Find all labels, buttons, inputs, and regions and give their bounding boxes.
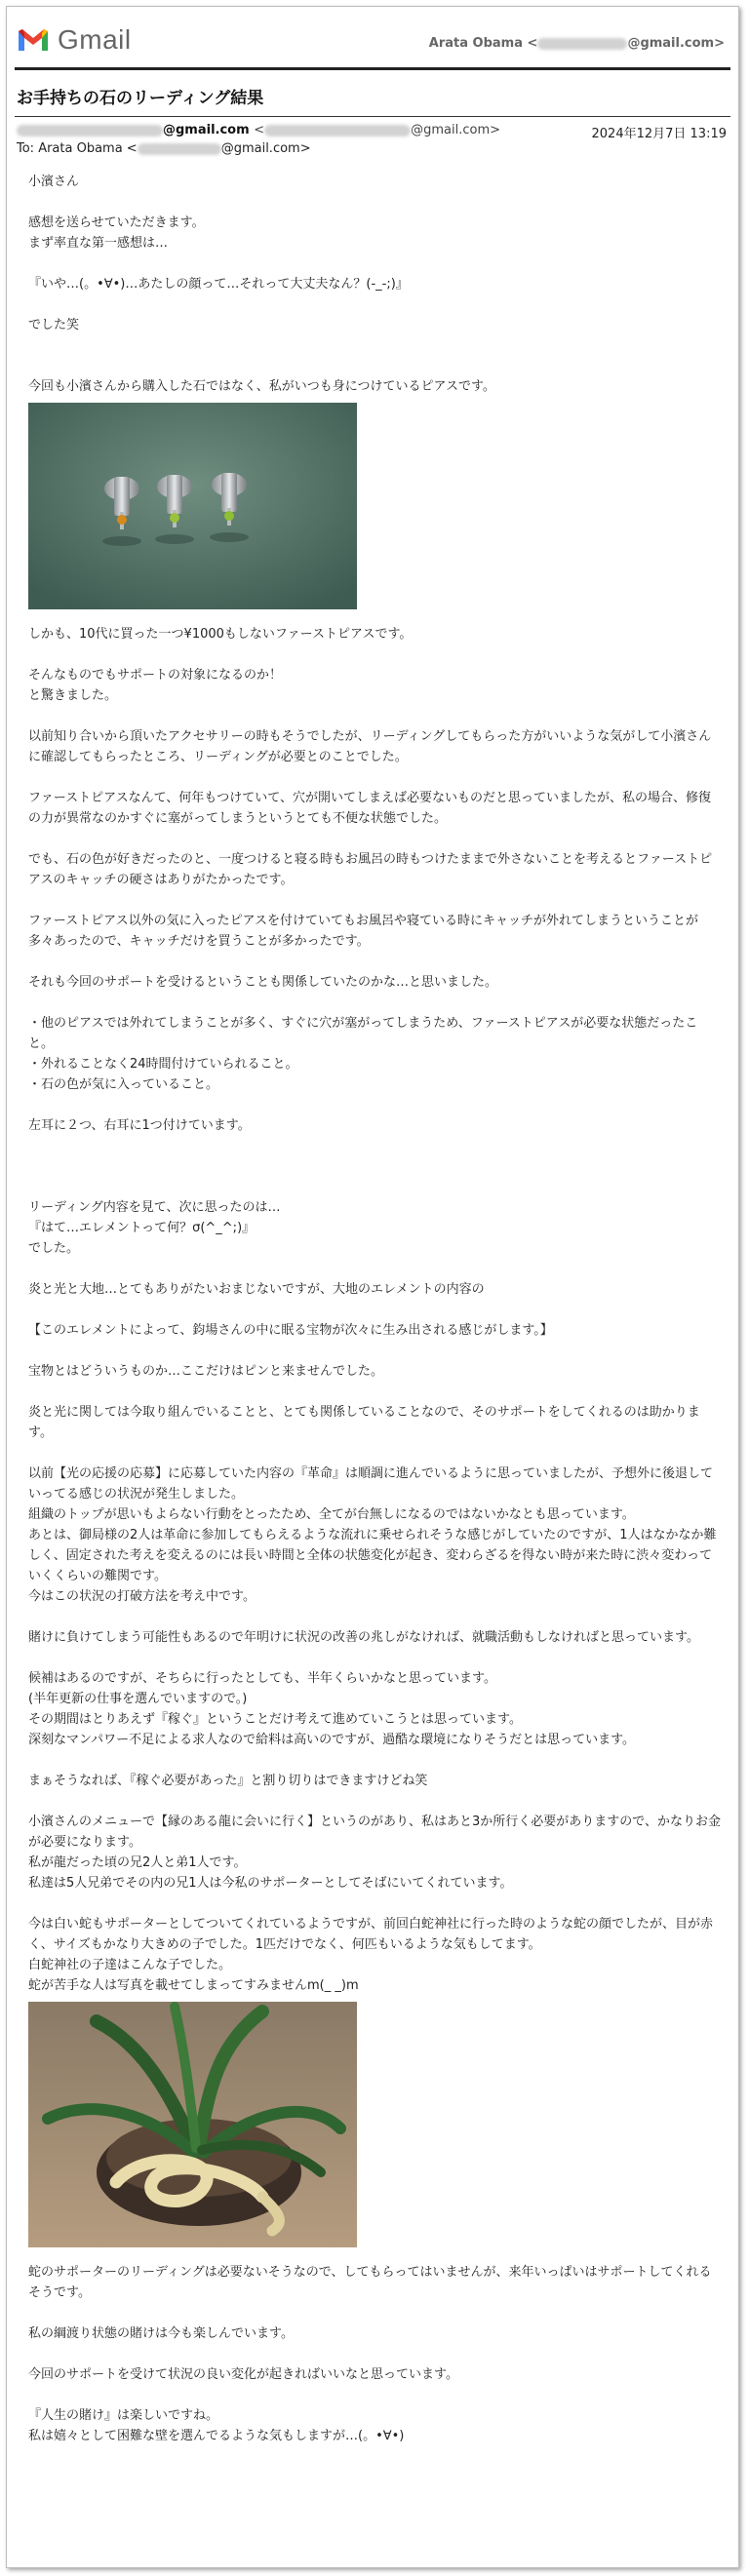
account-info: Arata Obama < @gmail.com> [428,36,725,51]
body-paragraph-main: しかも、10代に買った一つ¥1000もしないファーストピアスです。 そんなものでもサポートの対象になるのか！ と驚きました。 以前知り合いから頂いたアクセサリーの時もそうでしたが、リーディングしてもらった方がいいような気がして小濱さんに確認してもらったところ、リーディングが必要とのことでした。 ファーストピアスなんて、何年もつけていて、穴が開いてしまえば必要ないものだと思っていましたが、私の場合、修復の力が異常なのかすぐに塞がってしまうというとても不便な状態でした。 でも、石の色が好きだったのと、一度つけると寝る時もお風呂の時もつけたままで外さないことを考えるとファーストピアスのキャッチの硬さはありがたかったです。 ファーストピアス以外の気に入ったピアスを付けていてもお風呂や寝ている時にキャッチが外れてしまうということが多々あったので、キャッチだけを買うことが多かったです。 それも今回のサポートを受けるということも関係していたのかな…と思いました。 ・他のピアスでは外れてしまうことが多く、すぐに穴が塞がってしまうため、ファーストピアスが必要な状態だったこと。 ・外れることなく24時間付けていられること。 ・石の色が気に入っていること。 左耳に２つ、右耳に1つ付けています。 リーディング内容を見て、次に思ったのは… 『はて…エレメントって何？σ(^_^;)』 でした。 炎と光と大地…とてもありがたいおまじないですが、大地のエレメントの内容の 【このエレメントによって、鈞場さんの中に眠る宝物が次々に生み出される感じがします。】 宝物とはどういうものか…ここだけはピンと来ませんでした。 炎と光に関しては今取り組んでいることと、とても関係していることなので、そのサポートをしてくれるのは助かります。 以前【光の応援の応募】に応募していた内容の『革命』は順調に進んでいるように思っていましたが、予想外に後退していってる感じの状況が発生しました。 組織のトップが思いもよらない行動をとったため、全てが台無しになるのではないかなとも思っています。 あとは、御局様の2人は革命に参加してもらえるような流れに乗せられそうな感じがしていたのですが、1人はなかなか難しく、固定された考えを変えるのには長い時間と全体の状態変化が起き、変わらざるを得ない時が来た時に渋々変わっていくくらいの難関です。 今はこの状況の打破方法を考え中です。 賭けに負けてしまう可能性もあるので年明けに状況の改善の兆しがなければ、就職活動もしなければと思っています。 候補はあるのですが、そちらに行ったとしても、半年くらいかなと思っています。 (半年更新の仕事を選んでいますので。) その期間はとりあえず『稼ぐ』ということだけ考えて進めていこうとは思っています。 深刻なマンパワー不足による求人なので給料は高いのですが、過酷な環境になりそうだとは思っています。 まぁそうなれば、『稼ぐ必要があった』と割り切りはできますけどね笑 小濱さんのメニューで【縁のある龍に会いに行く】というのがあり、私はあと3か所行く必要がありますので、かなりお金が必要になります。 私が龍だった頃の兄2人と弟1人です。 私達は5人兄弟でその内の兄1人は今私のサポーターとしてそばにいてくれています。 今は白い蛇もサポーターとしてついてくれているようですが、前回白蛇神社に行った時のような蛇の顔でしたが、目が赤く、サイズもかなり大きめの子でした。1匹だけでなく、何匹もいるような気もしてます。 白蛇神社の子達はこんな子でした。 蛇が苦手な人は写真を載せてしまってすみませんm(_ _)m [28,627,722,1993]
gmail-wordmark: Gmail [58,24,132,55]
email-subject: お手持ちの石のリーディング結果 [17,89,264,108]
header-bar [7,7,738,67]
recipient-line [17,141,729,156]
sender-email-suffix: @gmail.com> [411,123,501,137]
account-name: Arata Obama [428,36,524,51]
body-paragraph-intro: 小濱さん 感想を送らせていただきます。 まず率直な第一感想は… 『いや…(。•∀•)…あたしの顔って…それって大丈夫なん？(-_-;)』 でした笑 今回も小濱さんから購入した石ではなく、私がいつも身につけているピアスです。 [28,175,495,394]
snake-plant-image [28,2002,357,2247]
account-email-suffix: @gmail.com> [627,36,725,51]
recipient-suffix: @gmail.com> [220,141,311,156]
white-snake-photo [28,2002,721,2254]
sender-email-redacted [264,125,411,137]
email-meta [7,117,738,162]
gmail-m-icon [17,27,50,53]
sender-line: @gmail.com < @gmail.com> [17,123,729,137]
email-print-view [6,6,739,2568]
sender-name-redacted [17,125,163,137]
sender-suffix: @gmail.com [163,123,250,137]
email-body [7,162,721,2446]
earrings-image [28,403,357,609]
body-paragraph-closing: 蛇のサポーターのリーディングは必要ないそうなので、してもらってはいませんが、来年いっぱいはサポートしてくれるそうです。 私の綱渡り状態の賭けは今も楽しんでいます。 今回のサポートを受けて状況の良い変化が起きればいいなと思っています。 『人生の賭け』は楽しいですね。 私は嬉々として困難な壁を選んでるような気もしますが…(。•∀•) [28,2265,712,2443]
recipient-email-redacted [138,143,221,155]
recipient-prefix: To: Arata Obama < [17,141,138,156]
account-email-redacted [537,38,627,50]
earrings-photo [28,403,721,616]
gmail-logo [17,24,132,56]
email-date: 2024年12月7日 13:19 [591,127,727,141]
